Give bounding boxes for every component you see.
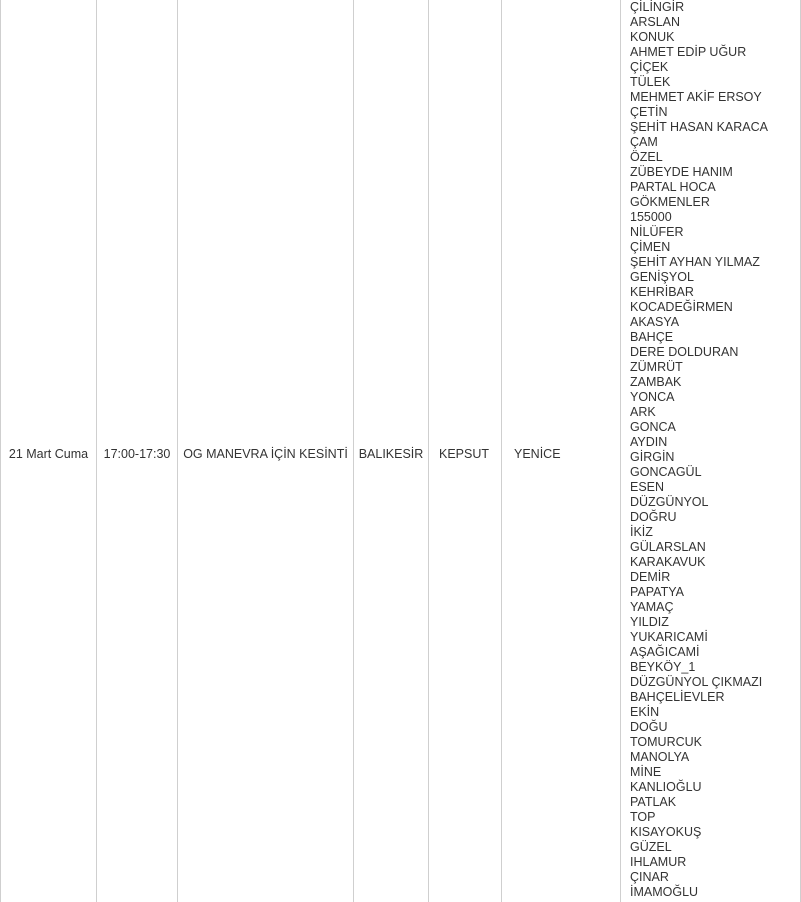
street-item: KONUK — [630, 30, 675, 44]
street-item: ZÜMRÜT — [630, 360, 683, 374]
street-item: TOP — [630, 810, 656, 824]
street-item: TOMURCUK — [630, 735, 702, 749]
village-cell — [502, 0, 620, 902]
street-item: YILDIZ — [630, 615, 669, 629]
street-item: İKİZ — [630, 525, 653, 539]
street-item: TÜLEK — [630, 75, 671, 89]
street-item: ESEN — [630, 480, 665, 494]
street-item: ARSLAN — [630, 15, 681, 29]
street-item: AHMET EDİP UĞUR — [630, 45, 747, 59]
time-cell — [97, 0, 177, 902]
street-item: DERE DOLDURAN — [630, 345, 739, 359]
street-item: BAHÇELİEVLER — [630, 690, 725, 704]
street-item: 155000 — [630, 210, 672, 224]
street-item: AYDIN — [630, 435, 668, 449]
street-item: MANOLYA — [630, 750, 690, 764]
street-item: MİNE — [630, 765, 662, 779]
street-item: YONCA — [630, 390, 675, 404]
outage-reason: OG MANEVRA İÇİN KESİNTİ — [183, 446, 348, 461]
outage-province: BALIKESİR — [358, 446, 424, 461]
street-item: GİRGİN — [630, 450, 675, 464]
street-item: DEMİR — [630, 570, 671, 584]
street-item: KEHRİBAR — [630, 285, 694, 299]
date-cell — [1, 0, 96, 902]
street-item: ÇETİN — [630, 105, 668, 119]
street-item: IHLAMUR — [630, 855, 687, 869]
street-item: ZAMBAK — [630, 375, 682, 389]
reason-cell — [178, 0, 353, 902]
street-item: PAPATYA — [630, 585, 684, 599]
outage-date: 21 Mart Cuma — [8, 446, 89, 461]
street-item: YAMAÇ — [630, 600, 674, 614]
street-item: DÜZGÜNYOL ÇIKMAZI — [630, 675, 763, 689]
street-item: AKASYA — [630, 315, 680, 329]
district-cell — [429, 0, 501, 902]
street-item: ÇİÇEK — [630, 60, 669, 74]
street-item: PATLAK — [630, 795, 677, 809]
street-item: ŞEHİT HASAN KARACA — [630, 120, 769, 134]
outage-village: YENİCE — [514, 446, 561, 461]
street-item: GONCA — [630, 420, 676, 434]
street-item: KANLIOĞLU — [630, 780, 702, 794]
street-item: BEYKÖY_1 — [630, 660, 696, 674]
street-item: DOĞU — [630, 720, 668, 734]
street-item: GÖKMENLER — [630, 195, 710, 209]
street-item: ZÜBEYDE HANIM — [630, 165, 733, 179]
street-item: ARK — [630, 405, 656, 419]
street-item: İMAMOĞLU — [630, 885, 699, 899]
street-item: EKİN — [630, 705, 660, 719]
street-item: GÜLARSLAN — [630, 540, 706, 554]
street-list — [621, 0, 800, 900]
street-item: ÇİMEN — [630, 240, 671, 254]
outage-time: 17:00-17:30 — [103, 446, 171, 461]
outage-district: KEPSUT — [439, 446, 490, 461]
street-item: ÇİLİNGİR — [630, 0, 685, 14]
street-item: KOCADEĞİRMEN — [630, 300, 733, 314]
street-item: NİLÜFER — [630, 225, 684, 239]
street-item: YUKARICAMİ — [630, 630, 708, 644]
street-item: ŞEHİT AYHAN YILMAZ — [630, 255, 760, 269]
street-item: ÇAM — [630, 135, 658, 149]
street-item: GONCAGÜL — [630, 465, 702, 479]
street-item: KARAKAVUK — [630, 555, 706, 569]
street-item: DÜZGÜNYOL — [630, 495, 709, 509]
street-item: GENİŞYOL — [630, 270, 694, 284]
street-item: GÜZEL — [630, 840, 672, 854]
street-item: ÖZEL — [630, 150, 663, 164]
street-item: BAHÇE — [630, 330, 674, 344]
street-item: PARTAL HOCA — [630, 180, 716, 194]
street-item: ÇINAR — [630, 870, 669, 884]
street-item: AŞAĞICAMİ — [630, 645, 700, 659]
street-item: MEHMET AKİF ERSOY — [630, 90, 762, 104]
street-item: DOĞRU — [630, 510, 677, 524]
province-cell — [354, 0, 428, 902]
street-item: KISAYOKUŞ — [630, 825, 702, 839]
